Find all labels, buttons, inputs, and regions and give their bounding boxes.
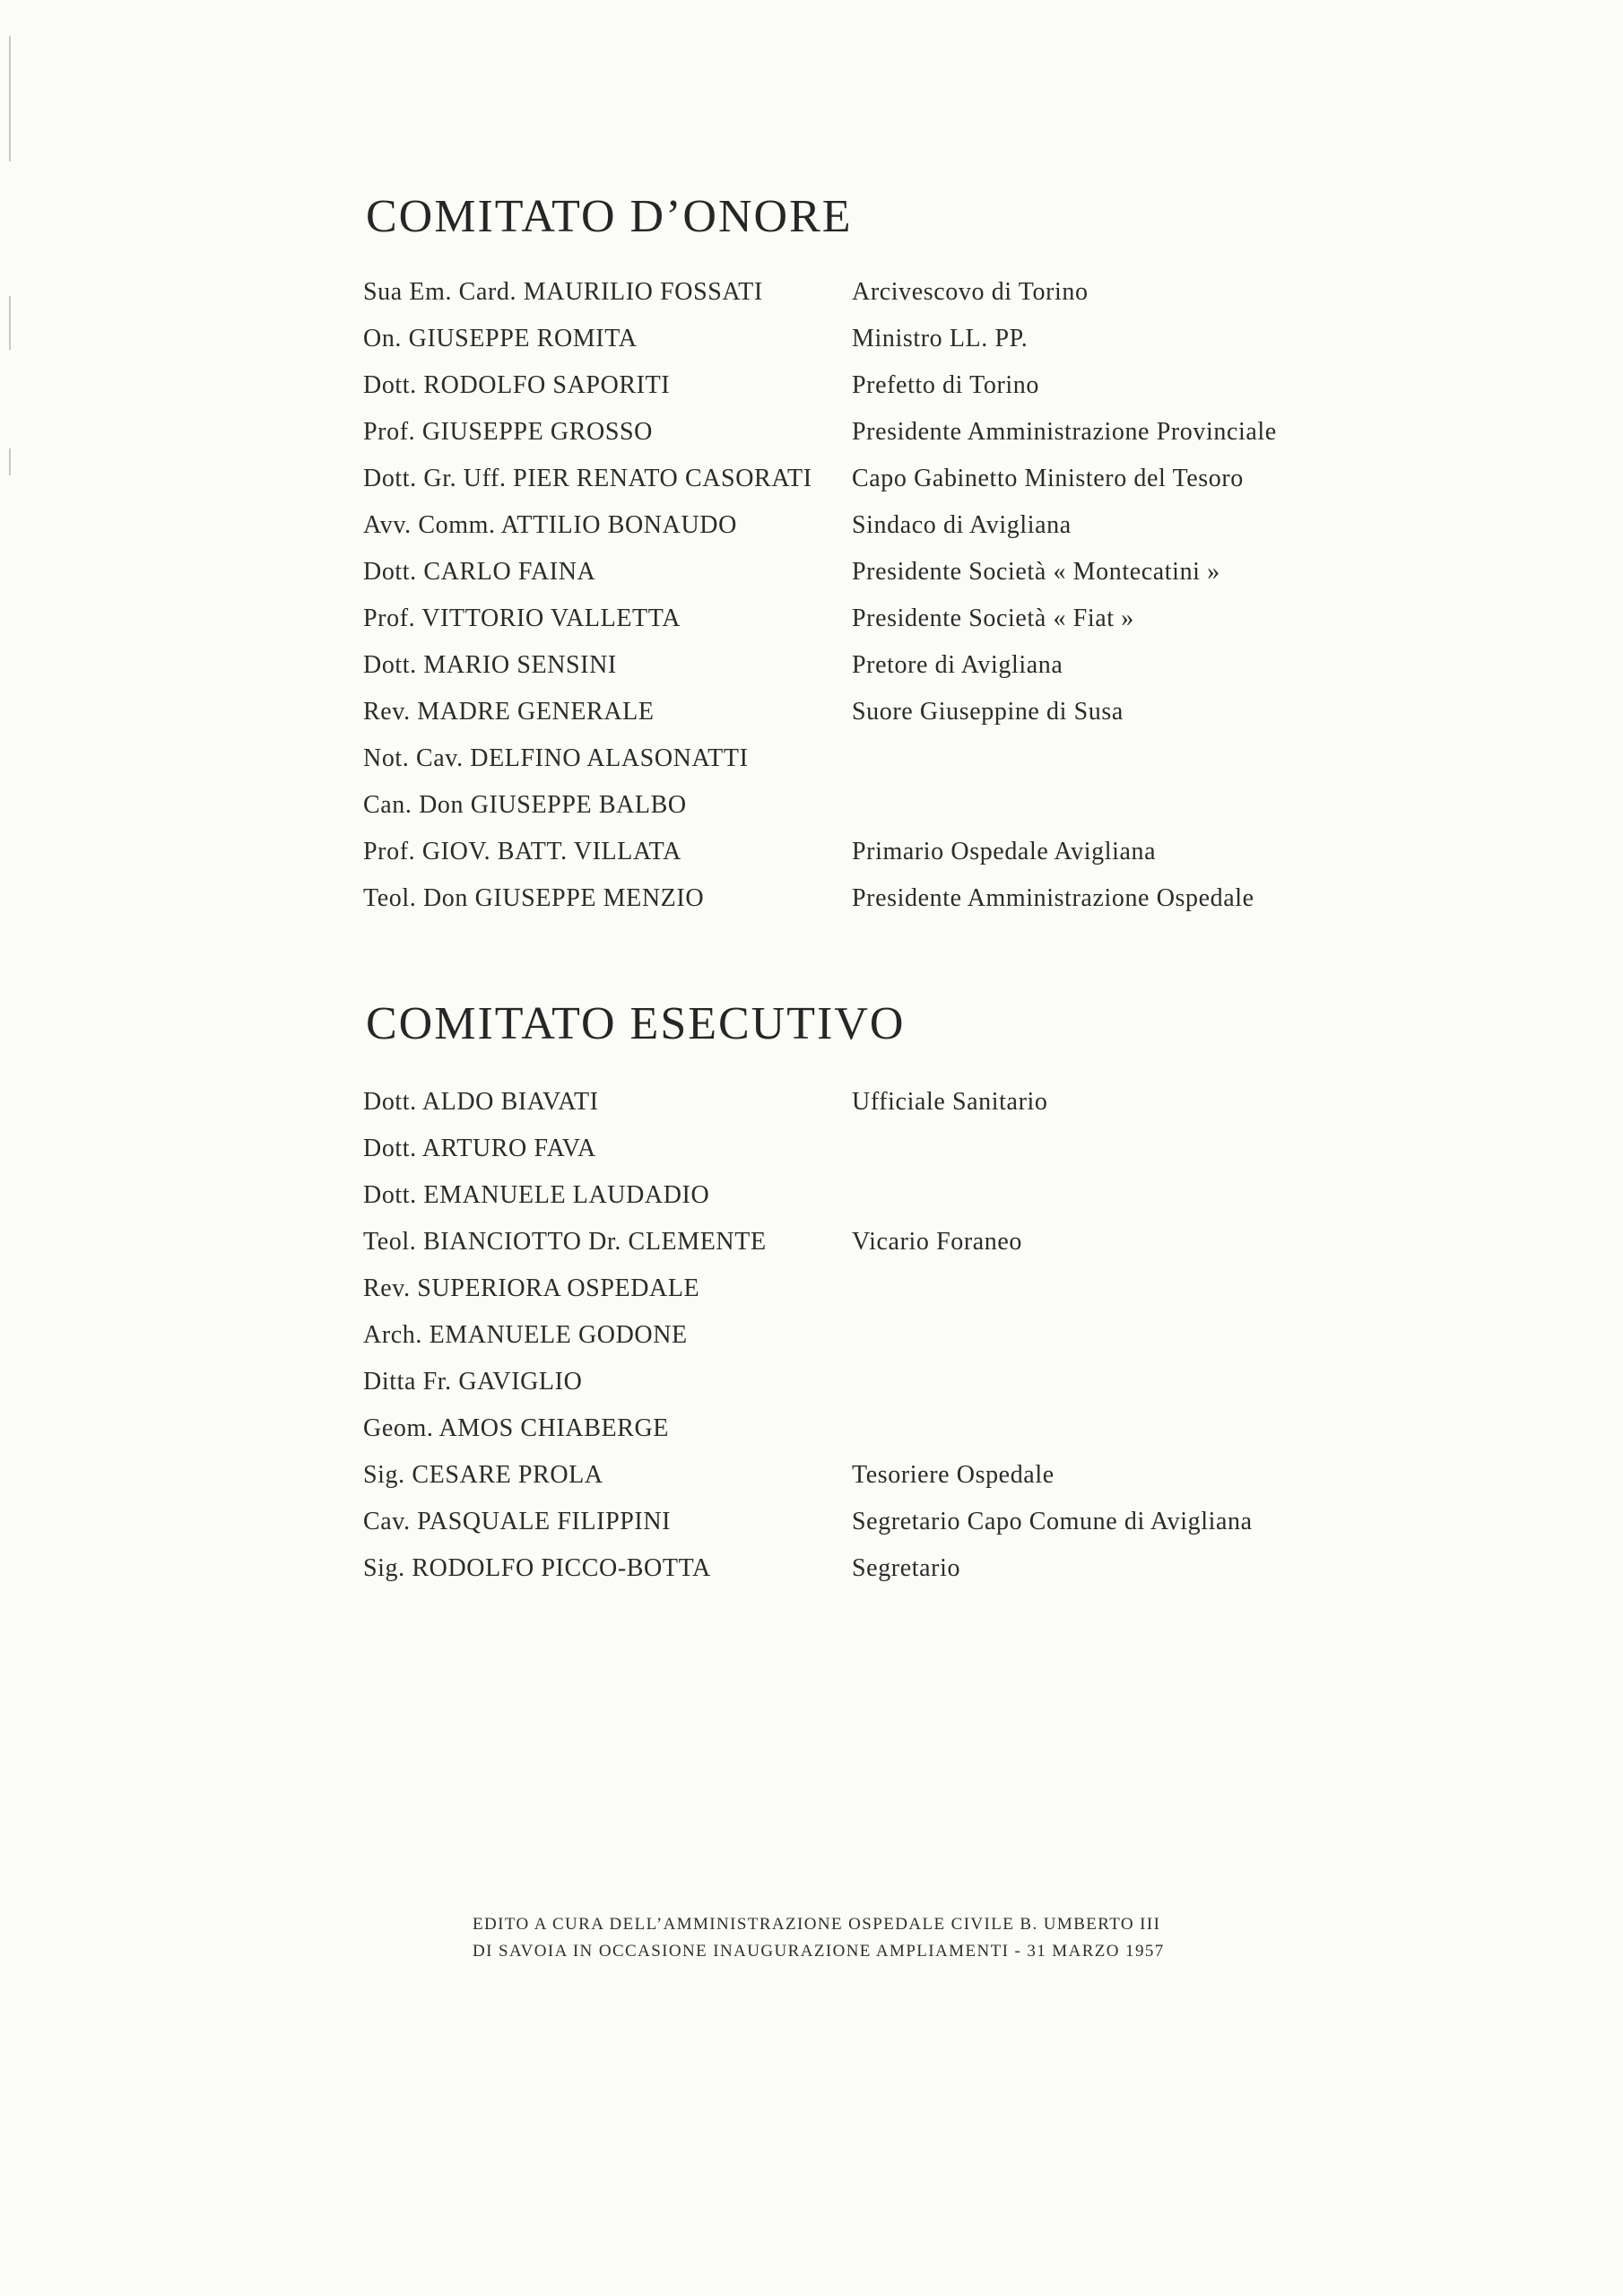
- committee-member-row: [363, 456, 1350, 502]
- committee-member-row: [363, 362, 1350, 409]
- member-name: Dott. RODOLFO SAPORITI: [363, 371, 671, 399]
- member-name: Arch. EMANUELE GODONE: [363, 1321, 688, 1349]
- member-name: Avv. Comm. ATTILIO BONAUDO: [363, 511, 737, 539]
- committee-member-row: [363, 1172, 1350, 1219]
- member-name: Prof. VITTORIO VALLETTA: [363, 604, 681, 632]
- member-role: Presidente Società « Fiat »: [852, 604, 1134, 632]
- member-role: Pretore di Avigliana: [852, 651, 1063, 679]
- committee-member-row: [363, 316, 1350, 362]
- member-role: Presidente Amministrazione Ospedale: [852, 884, 1254, 912]
- member-role: Primario Ospedale Avigliana: [852, 838, 1157, 865]
- member-role: Prefetto di Torino: [852, 371, 1039, 399]
- executive-committee-list: [363, 1079, 1350, 1592]
- committee-member-row: [363, 782, 1350, 829]
- member-name: Prof. GIOV. BATT. VILLATA: [363, 838, 681, 865]
- committee-member-row: [363, 1499, 1350, 1545]
- member-name: Cav. PASQUALE FILIPPINI: [363, 1508, 672, 1535]
- member-role: Vicario Foraneo: [852, 1228, 1023, 1256]
- member-name: Teol. BIANCIOTTO Dr. CLEMENTE: [363, 1228, 767, 1256]
- honor-committee-title: COMITATO D’ONORE: [366, 191, 853, 242]
- committee-member-row: [363, 1452, 1350, 1499]
- member-role: Tesoriere Ospedale: [852, 1461, 1055, 1489]
- member-role: Segretario: [852, 1554, 961, 1582]
- committee-member-row: [363, 1126, 1350, 1172]
- member-role: Arcivescovo di Torino: [852, 278, 1089, 306]
- scan-edge-mark: [9, 36, 11, 161]
- scan-edge-mark: [9, 448, 11, 475]
- member-name: Sig. RODOLFO PICCO-BOTTA: [363, 1554, 711, 1582]
- member-name: Dott. ALDO BIAVATI: [363, 1088, 599, 1116]
- publication-note-line-1: EDITO A CURA DELL’AMMINISTRAZIONE OSPEDALE CIVILE B. UMBERTO III: [473, 1915, 1161, 1934]
- member-name: Rev. SUPERIORA OSPEDALE: [363, 1274, 700, 1302]
- committee-member-row: [363, 1265, 1350, 1312]
- member-name: Can. Don GIUSEPPE BALBO: [363, 791, 687, 819]
- member-name: Sig. CESARE PROLA: [363, 1461, 603, 1489]
- member-role: Ufficiale Sanitario: [852, 1088, 1048, 1116]
- member-name: Ditta Fr. GAVIGLIO: [363, 1368, 583, 1396]
- member-role: Ministro LL. PP.: [852, 325, 1028, 352]
- committee-member-row: [363, 596, 1350, 642]
- committee-member-row: [363, 829, 1350, 875]
- member-name: Teol. Don GIUSEPPE MENZIO: [363, 884, 705, 912]
- honor-committee-list: [363, 269, 1350, 922]
- member-name: Not. Cav. DELFINO ALASONATTI: [363, 744, 749, 772]
- member-name: Geom. AMOS CHIABERGE: [363, 1414, 670, 1442]
- committee-member-row: [363, 502, 1350, 549]
- committee-member-row: [363, 1079, 1350, 1126]
- member-name: Rev. MADRE GENERALE: [363, 698, 655, 726]
- member-name: Dott. Gr. Uff. PIER RENATO CASORATI: [363, 465, 812, 492]
- committee-member-row: [363, 1359, 1350, 1405]
- committee-member-row: [363, 1545, 1350, 1592]
- member-name: Dott. ARTURO FAVA: [363, 1135, 596, 1162]
- committee-member-row: [363, 409, 1350, 456]
- committee-member-row: [363, 1405, 1350, 1452]
- member-name: Dott. EMANUELE LAUDADIO: [363, 1181, 710, 1209]
- member-role: Segretario Capo Comune di Avigliana: [852, 1508, 1253, 1535]
- committee-member-row: [363, 269, 1350, 316]
- member-name: On. GIUSEPPE ROMITA: [363, 325, 638, 352]
- executive-committee-title: COMITATO ESECUTIVO: [366, 998, 906, 1049]
- committee-member-row: [363, 689, 1350, 735]
- member-name: Dott. MARIO SENSINI: [363, 651, 617, 679]
- member-role: Suore Giuseppine di Susa: [852, 698, 1124, 726]
- member-name: Dott. CARLO FAINA: [363, 558, 596, 586]
- committee-member-row: [363, 549, 1350, 596]
- member-role: Sindaco di Avigliana: [852, 511, 1072, 539]
- publication-note-line-2: DI SAVOIA IN OCCASIONE INAUGURAZIONE AMPLIAMENTI - 31 MARZO 1957: [473, 1942, 1165, 1961]
- member-role: Presidente Amministrazione Provinciale: [852, 418, 1277, 446]
- scan-edge-mark: [9, 296, 11, 350]
- committee-member-row: [363, 642, 1350, 689]
- member-name: Prof. GIUSEPPE GROSSO: [363, 418, 653, 446]
- committee-member-row: [363, 1312, 1350, 1359]
- member-role: Capo Gabinetto Ministero del Tesoro: [852, 465, 1244, 492]
- member-name: Sua Em. Card. MAURILIO FOSSATI: [363, 278, 763, 306]
- committee-member-row: [363, 735, 1350, 782]
- committee-member-row: [363, 1219, 1350, 1265]
- committee-member-row: [363, 875, 1350, 922]
- member-role: Presidente Società « Montecatini »: [852, 558, 1220, 586]
